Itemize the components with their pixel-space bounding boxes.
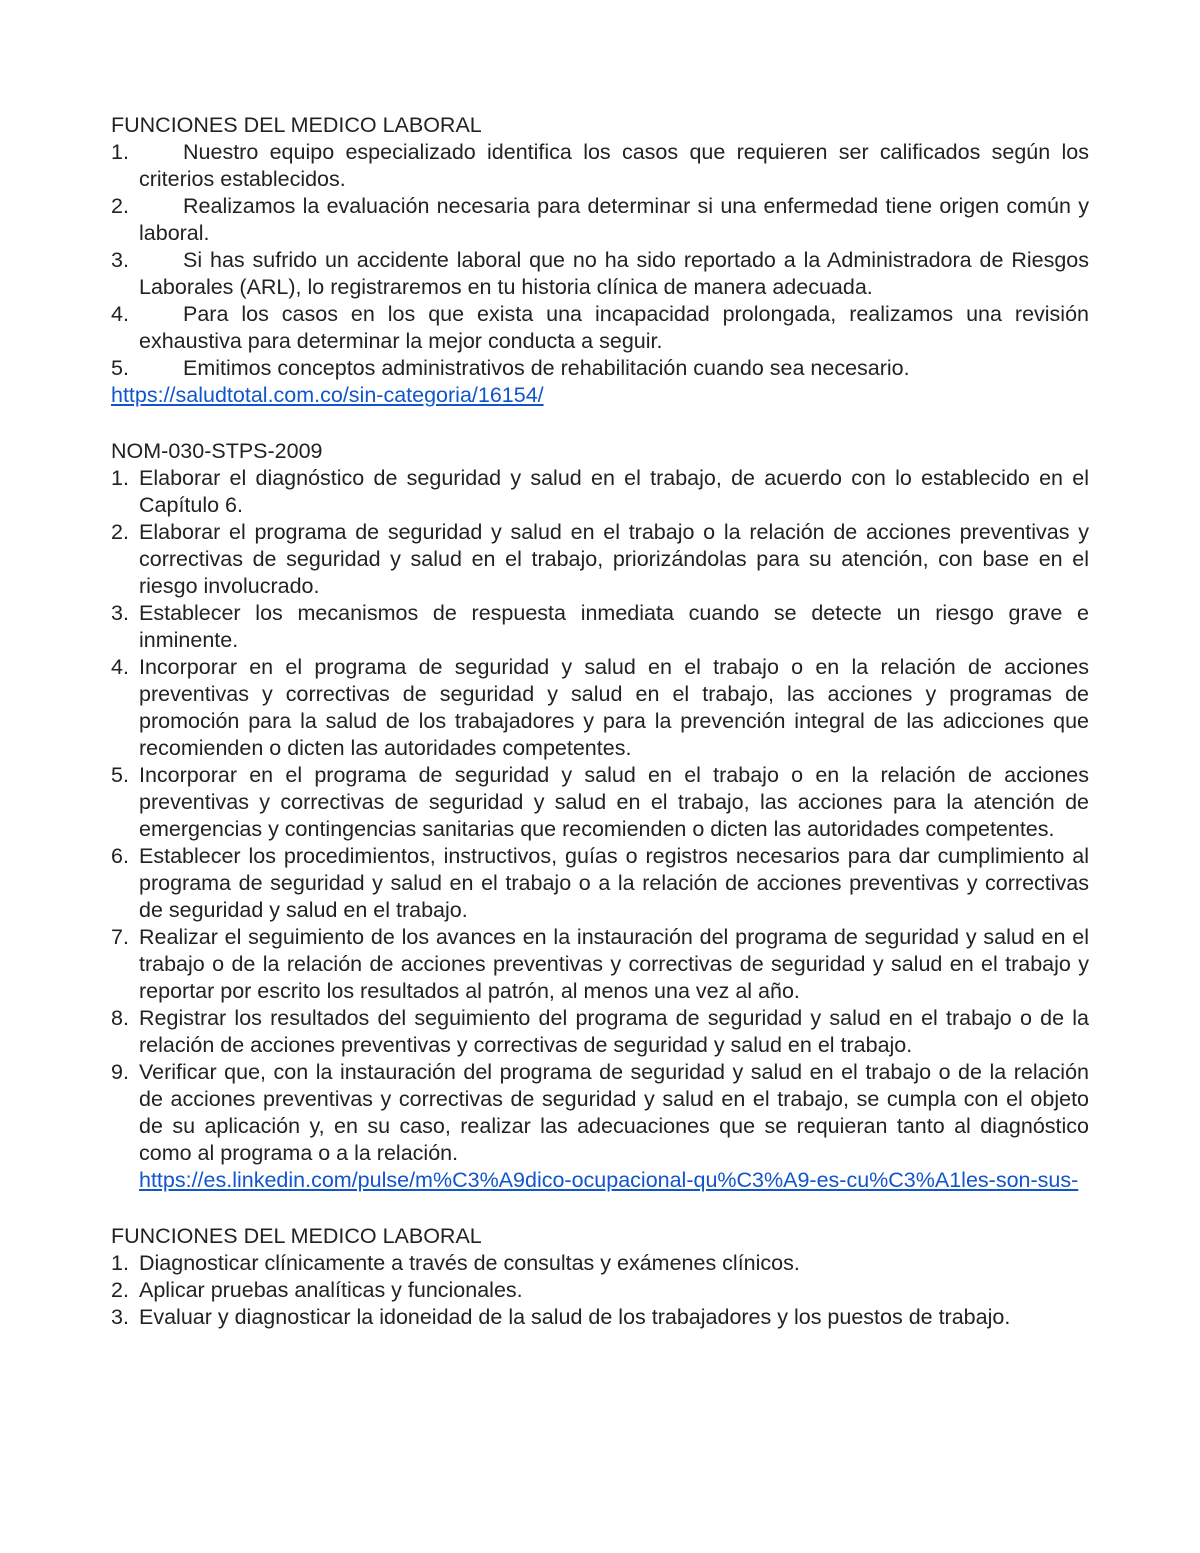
list-item [111,247,1089,301]
list-item [111,193,1089,247]
list-item-text: Evaluar y diagnosticar la idoneidad de la salud de los trabajadores y los puestos de trabajo. [139,1305,1011,1329]
list-item [111,301,1089,355]
list-item-text: Verificar que, con la instauración del programa de seguridad y salud en el trabajo o de la relación de acciones preventivas y correctivas de seguridad y salud en el trabajo, se cumpla con el objeto de su aplicación y, en su caso, realizar las adecuaciones que se requieran tanto al diagnóstico como al programa o a la relación. [139,1060,1089,1165]
list-item [111,1304,1089,1331]
list-number: 3. [111,1305,129,1329]
list-number: 4. [111,655,129,679]
section-title: NOM-030-STPS-2009 [111,439,323,463]
list-item [111,139,1089,193]
source-link-linkedin[interactable]: https://es.linkedin.com/pulse/m%C3%A9dico-ocupacional-qu%C3%A9-es-cu%C3%A1les-son-sus- [139,1168,1079,1192]
spacer [111,1194,1089,1223]
list-item-text: Emitimos conceptos administrativos de rehabilitación cuando sea necesario. [183,356,910,380]
list-item [111,654,1089,762]
list-item-text: Realizamos la evaluación necesaria para determinar si una enfermedad tiene origen común y laboral. [139,194,1089,245]
spacer [111,409,1089,438]
numbered-list [111,465,1089,1167]
section-nom-030-stps-2009 [111,438,1089,1194]
numbered-list [111,139,1089,382]
list-item-text: Nuestro equipo especializado identifica los casos que requieren ser calificados según los criterios establecidos. [139,140,1089,191]
list-number: 1. [111,140,129,164]
list-item [111,600,1089,654]
list-item [111,924,1089,1005]
list-item-text: Establecer los mecanismos de respuesta inmediata cuando se detecte un riesgo grave e inminente. [139,601,1089,652]
list-item-text: Si has sufrido un accidente laboral que no ha sido reportado a la Administradora de Riesgos Laborales (ARL), lo registraremos en tu historia clínica de manera adecuada. [139,248,1089,299]
list-item [111,1250,1089,1277]
list-item-text: Registrar los resultados del seguimiento del programa de seguridad y salud en el trabajo o de la relación de acciones preventivas y correctivas de seguridad y salud en el trabajo. [139,1006,1089,1057]
list-item-text: Establecer los procedimientos, instructivos, guías o registros necesarios para dar cumplimiento al programa de seguridad y salud en el trabajo o a la relación de acciones preventivas y correctivas de seguridad y salud en el trabajo. [139,844,1089,922]
list-item [111,1005,1089,1059]
list-number: 9. [111,1060,129,1084]
list-item [111,465,1089,519]
list-item-text: Realizar el seguimiento de los avances en la instauración del programa de seguridad y salud en el trabajo o de la relación de acciones preventivas y correctivas de seguridad y salud en el trabajo y reportar por escrito los resultados al patrón, al menos una vez al año. [139,925,1089,1003]
list-number: 5. [111,763,129,787]
list-number: 3. [111,601,129,625]
list-number: 5. [111,356,129,380]
section-funciones-medico-laboral-1 [111,112,1089,409]
list-item [111,355,1089,382]
list-item-text: Elaborar el programa de seguridad y salud en el trabajo o la relación de acciones preventivas y correctivas de seguridad y salud en el trabajo, priorizándolas para su atención, con base en el riesgo involucrado. [139,520,1089,598]
section-title: FUNCIONES DEL MEDICO LABORAL [111,1224,482,1248]
list-item-text: Diagnosticar clínicamente a través de consultas y exámenes clínicos. [139,1251,800,1275]
list-number: 1. [111,1251,129,1275]
list-item-text: Para los casos en los que exista una incapacidad prolongada, realizamos una revisión exhaustiva para determinar la mejor conducta a seguir. [139,302,1089,353]
list-item [111,519,1089,600]
list-number: 1. [111,466,129,490]
list-number: 3. [111,248,129,272]
numbered-list [111,1250,1089,1331]
list-number: 7. [111,925,129,949]
list-item-text: Elaborar el diagnóstico de seguridad y salud en el trabajo, de acuerdo con lo establecido en el Capítulo 6. [139,466,1089,517]
source-link-saludtotal[interactable]: https://saludtotal.com.co/sin-categoria/16154/ [111,383,544,407]
list-item [111,762,1089,843]
list-item [111,843,1089,924]
list-item [111,1277,1089,1304]
list-number: 4. [111,302,129,326]
list-item-text: Incorporar en el programa de seguridad y salud en el trabajo o en la relación de acciones preventivas y correctivas de seguridad y salud en el trabajo, las acciones y programas de promoción para la salud de los trabajadores y para la prevención integral de las adicciones que recomienden o dicten las autoridades competentes. [139,655,1089,760]
section-title: FUNCIONES DEL MEDICO LABORAL [111,113,482,137]
section-funciones-medico-laboral-2 [111,1223,1089,1331]
list-number: 6. [111,844,129,868]
list-number: 2. [111,194,129,218]
list-item [111,1059,1089,1167]
list-number: 8. [111,1006,129,1030]
document-page [111,112,1089,1331]
list-item-text: Incorporar en el programa de seguridad y salud en el trabajo o en la relación de acciones preventivas y correctivas de seguridad y salud en el trabajo, las acciones para la atención de emergencias y contingencias sanitarias que recomienden o dicten las autoridades competentes. [139,763,1089,841]
list-item-text: Aplicar pruebas analíticas y funcionales. [139,1278,523,1302]
list-number: 2. [111,1278,129,1302]
list-number: 2. [111,520,129,544]
